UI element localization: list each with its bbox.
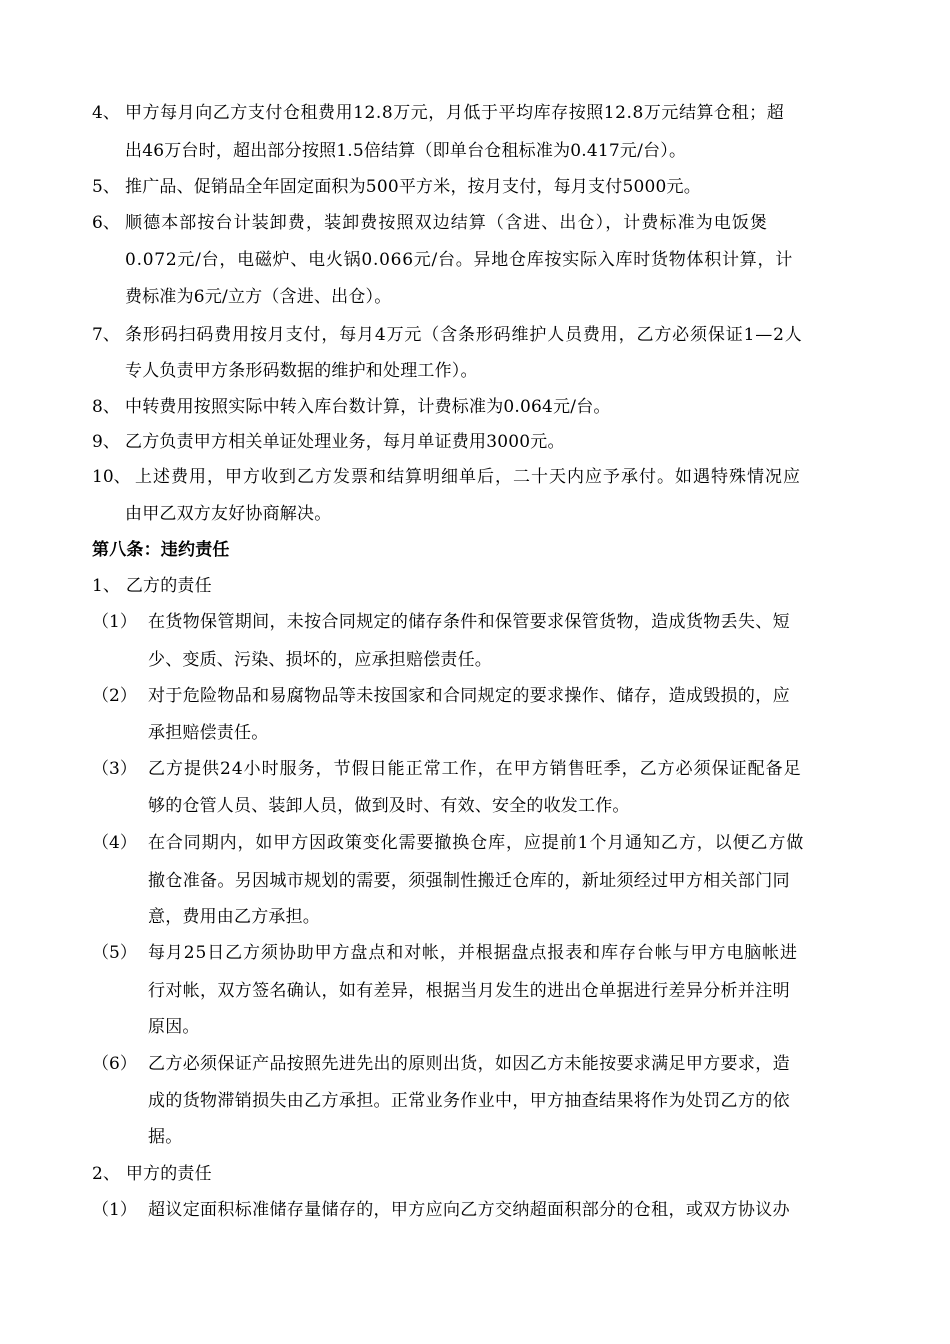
fee-item-10-number: 10、 xyxy=(92,467,131,487)
party-a-item-1-number: （1） xyxy=(92,1200,137,1220)
fee-item-8-line-1: 中转费用按照实际中转入库台数计算，计费标准为0.064元/台。 xyxy=(125,397,611,417)
party-b-item-5-line-3: 原因。 xyxy=(148,1017,200,1037)
fee-item-6-line-1: 顺德本部按台计装卸费，装卸费按照双边结算（含进、出仓），计费标准为电饭煲 xyxy=(125,213,769,233)
party-b-item-4-line-3: 意，费用由乙方承担。 xyxy=(148,907,320,927)
party-b-item-5-line-2: 行对帐，双方签名确认，如有差异，根据当月发生的进出仓单据进行差异分析并注明 xyxy=(148,981,790,1001)
fee-item-4-number: 4、 xyxy=(92,103,120,123)
party-b-item-1-line-2: 少、变质、污染、损坏的，应承担赔偿责任。 xyxy=(148,650,492,670)
article-8-heading: 第八条：违约责任 xyxy=(92,540,230,560)
fee-item-6-line-3: 费标准为6元/立方（含进、出仓）。 xyxy=(125,287,392,307)
party-b-item-3-number: （3） xyxy=(92,759,137,779)
fee-item-7-line-1: 条形码扫码费用按月支付，每月4万元（含条形码维护人员费用，乙方必须保证1—2人 xyxy=(125,325,803,345)
party-b-item-4-line-1: 在合同期内，如甲方因政策变化需要撤换仓库，应提前1个月通知乙方，以便乙方做 xyxy=(148,833,805,853)
party-a-responsibility-heading: 2、 甲方的责任 xyxy=(92,1164,212,1184)
fee-item-9-line-1: 乙方负责甲方相关单证处理业务，每月单证费用3000元。 xyxy=(125,432,565,452)
party-b-item-5-line-1: 每月25日乙方须协助甲方盘点和对帐，并根据盘点报表和库存台帐与甲方电脑帐进 xyxy=(148,943,798,963)
party-b-item-2-line-2: 承担赔偿责任。 xyxy=(148,723,269,743)
fee-item-6-number: 6、 xyxy=(92,213,120,233)
fee-item-5-line-1: 推广品、促销品全年固定面积为500平方米，按月支付，每月支付5000元。 xyxy=(125,177,701,197)
party-b-item-6-line-1: 乙方必须保证产品按照先进先出的原则出货，如因乙方未能按要求满足甲方要求，造 xyxy=(148,1054,790,1074)
party-b-item-6-line-2: 成的货物滞销损失由乙方承担。正常业务作业中，甲方抽查结果将作为处罚乙方的依 xyxy=(148,1091,790,1111)
party-b-item-5-number: （5） xyxy=(92,943,137,963)
fee-item-4-line-1: 甲方每月向乙方支付仓租费用12.8万元，月低于平均库存按照12.8万元结算仓租；超 xyxy=(125,103,785,123)
party-b-item-3-line-2: 够的仓管人员、装卸人员，做到及时、有效、安全的收发工作。 xyxy=(148,796,630,816)
fee-item-10-line-1: 上述费用，甲方收到乙方发票和结算明细单后，二十天内应予承付。如遇特殊情况应 xyxy=(135,467,801,487)
party-b-item-4-line-2: 撤仓准备。另因城市规划的需要，须强制性搬迁仓库的，新址须经过甲方相关部门同 xyxy=(148,871,790,891)
fee-item-4-line-2: 出46万台时，超出部分按照1.5倍结算（即单台仓租标准为0.417元/台）。 xyxy=(125,141,687,161)
party-b-item-1-line-1: 在货物保管期间，未按合同规定的储存条件和保管要求保管货物，造成货物丢失、短 xyxy=(148,612,790,632)
party-b-item-6-number: （6） xyxy=(92,1054,137,1074)
party-b-item-2-line-1: 对于危险物品和易腐物品等未按国家和合同规定的要求操作、储存，造成毁损的，应 xyxy=(148,686,790,706)
fee-item-9-number: 9、 xyxy=(92,432,120,452)
fee-item-8-number: 8、 xyxy=(92,397,120,417)
fee-item-5-number: 5、 xyxy=(92,177,120,197)
party-b-item-1-number: （1） xyxy=(92,612,137,632)
party-b-item-3-line-1: 乙方提供24小时服务，节假日能正常工作，在甲方销售旺季，乙方必须保证配备足 xyxy=(148,759,802,779)
party-b-item-4-number: （4） xyxy=(92,833,137,853)
fee-item-6-line-2: 0.072元/台，电磁炉、电火锅0.066元/台。异地仓库按实际入库时货物体积计算，计 xyxy=(125,250,794,270)
fee-item-7-number: 7、 xyxy=(92,325,120,345)
fee-item-7-line-2: 专人负责甲方条形码数据的维护和处理工作）。 xyxy=(125,361,478,381)
party-b-responsibility-heading: 1、 乙方的责任 xyxy=(92,576,212,596)
party-a-item-1-line-1: 超议定面积标准储存量储存的，甲方应向乙方交纳超面积部分的仓租，或双方协议办 xyxy=(148,1200,790,1220)
party-b-item-6-line-3: 据。 xyxy=(148,1127,183,1147)
party-b-item-2-number: （2） xyxy=(92,686,137,706)
fee-item-10-line-2: 由甲乙双方友好协商解决。 xyxy=(125,504,332,524)
